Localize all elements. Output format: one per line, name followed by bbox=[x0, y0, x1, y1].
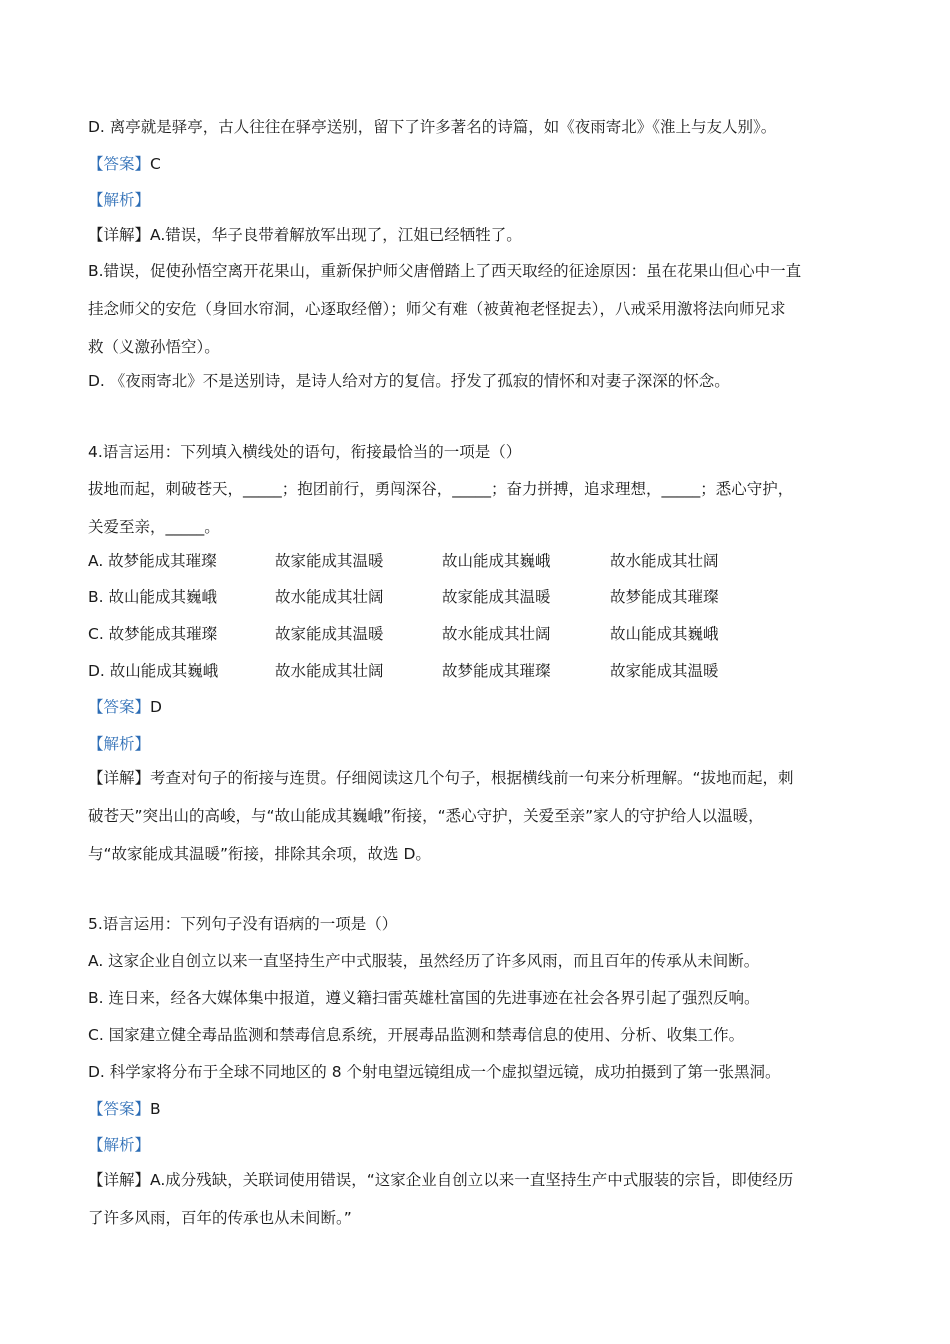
q4-option-d-item-2: 故水能成其壮阔 bbox=[275, 662, 384, 680]
q4-passage-1: 拔地而起，刺破苍天，_____；抱团前行，勇闯深谷，_____；奋力拼搏，追求理想，_____；悉心守护， bbox=[88, 480, 794, 498]
q4-option-d-item-3: 故梦能成其璀璨 bbox=[442, 662, 551, 680]
answer-tag: 【答案】 bbox=[88, 698, 151, 716]
q5-option-a: A. 这家企业自创立以来一直坚持生产中式服装，虽然经历了许多风雨，而且百年的传承从未间断。 bbox=[88, 952, 760, 970]
detail-tag: 【详解】 bbox=[88, 226, 151, 244]
q4-detail-3: 与“故家能成其温暖”衔接，排除其余项，故选 D。 bbox=[88, 845, 431, 863]
q3-detail-d: D. 《夜雨寄北》不是送别诗，是诗人给对方的复信。抒发了孤寂的情怀和对妻子深深的怀念。 bbox=[88, 372, 730, 390]
q4-passage-2: 关爱至亲，_____。 bbox=[88, 518, 220, 536]
q4-option-a-item-1: A. 故梦能成其璀璨 bbox=[88, 552, 217, 570]
q3-option-d: D. 离亭就是驿亭，古人往往在驿亭送别，留下了许多著名的诗篇，如《夜雨寄北》《淮上与友人别》。 bbox=[88, 118, 777, 136]
q3-answer: C bbox=[150, 155, 161, 173]
q4-option-c-item-4: 故山能成其巍峨 bbox=[610, 625, 719, 643]
q4-option-b-item-4: 故梦能成其璀璨 bbox=[610, 588, 719, 606]
q4-option-c-item-2: 故家能成其温暖 bbox=[275, 625, 384, 643]
detail-tag: 【详解】 bbox=[88, 769, 151, 787]
q4-option-b-item-3: 故家能成其温暖 bbox=[442, 588, 551, 606]
q3-analysis-tag: 【解析】 bbox=[88, 191, 151, 209]
q5-stem: 5.语言运用：下列句子没有语病的一项是（） bbox=[88, 915, 398, 933]
q3-detail-b-1: B.错误，促使孙悟空离开花果山，重新保护师父唐僧踏上了西天取经的征途原因：虽在花果山但心中一直 bbox=[88, 262, 802, 280]
q4-option-c-item-3: 故水能成其壮阔 bbox=[442, 625, 551, 643]
q5-analysis-tag: 【解析】 bbox=[88, 1136, 151, 1154]
q4-stem: 4.语言运用：下列填入横线处的语句，衔接最恰当的一项是（） bbox=[88, 443, 522, 461]
q4-answer: D bbox=[150, 698, 162, 716]
q4-option-b-item-2: 故水能成其壮阔 bbox=[275, 588, 384, 606]
q3-answer-line bbox=[88, 154, 161, 174]
q3-detail-a: A.错误，华子良带着解放军出现了，江姐已经牺牲了。 bbox=[150, 226, 522, 244]
q5-answer-line bbox=[88, 1099, 161, 1119]
detail-tag: 【详解】 bbox=[88, 1171, 151, 1189]
answer-tag: 【答案】 bbox=[88, 155, 151, 173]
answer-tag: 【答案】 bbox=[88, 1100, 151, 1118]
q4-answer-line bbox=[88, 697, 162, 717]
q5-option-b: B. 连日来，经各大媒体集中报道，遵义籍扫雷英雄杜富国的先进事迹在社会各界引起了强烈反响。 bbox=[88, 989, 760, 1007]
q5-answer: B bbox=[150, 1100, 161, 1118]
q4-detail-1-line bbox=[88, 768, 794, 788]
q3-detail-b-3: 救（义激孙悟空）。 bbox=[88, 338, 220, 356]
q5-detail-1: A.成分残缺，关联词使用错误，“这家企业自创立以来一直坚持生产中式服装的宗旨，即使经历 bbox=[150, 1171, 794, 1189]
q5-option-d: D. 科学家将分布于全球不同地区的 8 个射电望远镜组成一个虚拟望远镜，成功拍摄到了第一张黑洞。 bbox=[88, 1063, 781, 1081]
q4-analysis-tag: 【解析】 bbox=[88, 735, 151, 753]
q3-detail-a-line bbox=[88, 225, 522, 245]
q4-detail-1: 考查对句子的衔接与连贯。仔细阅读这几个句子，根据横线前一句来分析理解。“拔地而起，刺 bbox=[150, 769, 794, 787]
q4-option-a-item-4: 故水能成其壮阔 bbox=[610, 552, 719, 570]
q4-option-d-item-4: 故家能成其温暖 bbox=[610, 662, 719, 680]
q5-option-c: C. 国家建立健全毒品监测和禁毒信息系统，开展毒品监测和禁毒信息的使用、分析、收集工作。 bbox=[88, 1026, 745, 1044]
q4-option-a-item-3: 故山能成其巍峨 bbox=[442, 552, 551, 570]
q5-detail-2: 了许多风雨，百年的传承也从未间断。” bbox=[88, 1209, 352, 1227]
q4-option-d-item-1: D. 故山能成其巍峨 bbox=[88, 662, 219, 680]
q4-option-b-item-1: B. 故山能成其巍峨 bbox=[88, 588, 217, 606]
q4-detail-2: 破苍天”突出山的高峻，与“故山能成其巍峨”衔接，“悉心守护，关爱至亲”家人的守护给人以温暖， bbox=[88, 807, 764, 825]
q5-detail-1-line bbox=[88, 1170, 793, 1190]
q3-detail-b-2: 挂念师父的安危（身回水帘洞，心逐取经僧）；师父有难（被黄袍老怪捉去），八戒采用激将法向师兄求 bbox=[88, 300, 786, 318]
q4-option-c-item-1: C. 故梦能成其璀璨 bbox=[88, 625, 218, 643]
q4-option-a-item-2: 故家能成其温暖 bbox=[275, 552, 384, 570]
